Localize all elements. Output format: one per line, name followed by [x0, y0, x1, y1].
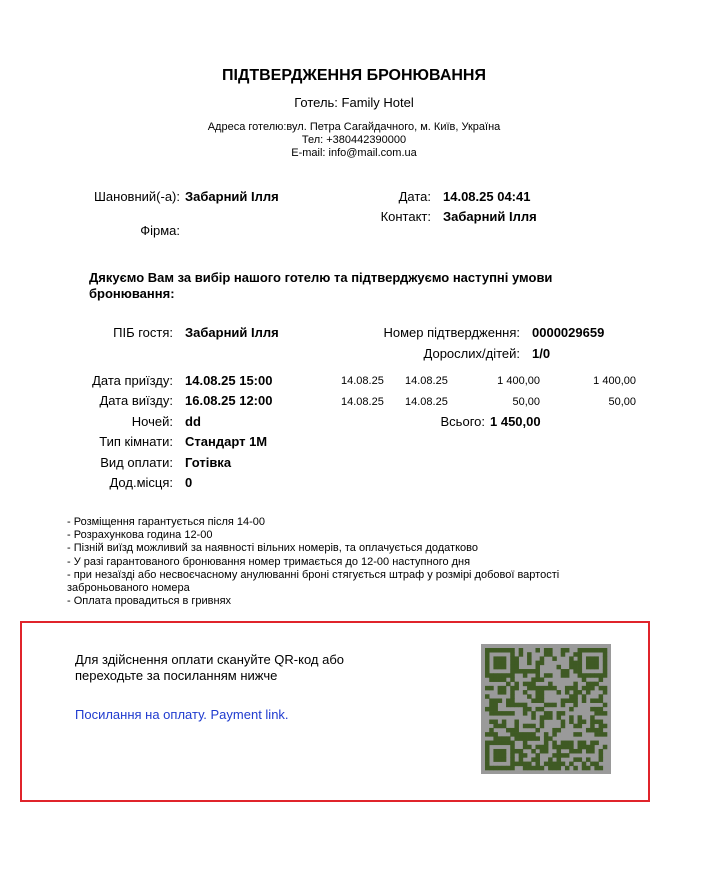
payment-link[interactable]: Посилання на оплату. Payment link.: [75, 707, 289, 722]
note-item: - Розрахункова година 12-00: [67, 529, 213, 542]
note-item: - Пізній виїзд можливий за наявності вільних номерів, та оплачується додатково: [67, 542, 478, 555]
charge-price: 1 400,00: [497, 375, 540, 387]
arrival-value: 14.08.25 15:00: [185, 373, 273, 388]
nights-label: Ночей:: [131, 414, 173, 429]
adults-label: Дорослих/дітей:: [423, 346, 520, 361]
document-title: ПІДТВЕРДЖЕННЯ БРОНЮВАННЯ: [222, 67, 486, 84]
adults-value: 1/0: [532, 346, 551, 361]
note-item: - Оплата провадиться в гривнях: [67, 595, 232, 608]
salutation-label: Шановний(-а):: [94, 189, 180, 204]
charge-to-date: 14.08.25: [405, 375, 448, 387]
terms-notes: [67, 516, 607, 608]
confirmation-label: Номер підтвердження:: [383, 325, 520, 340]
hotel-address: Адреса готелю:вул. Петра Сагайдачного, м. Київ, Україна: [207, 121, 501, 133]
nights-value: dd: [185, 414, 201, 429]
hotel-email: E-mail: info@mail.com.ua: [291, 147, 417, 159]
confirmation-number: 0000029659: [532, 325, 605, 340]
contact-label: Контакт:: [380, 209, 431, 224]
arrival-label: Дата приїзду:: [92, 373, 173, 388]
contact-value: Забарний Ілля: [443, 209, 537, 224]
departure-value: 16.08.25 12:00: [185, 393, 273, 408]
payment-type-value: Готівка: [185, 455, 232, 470]
note-item: - Розміщення гарантується після 14-00: [67, 516, 266, 528]
extra-beds-label: Дод.місця:: [109, 475, 173, 490]
payment-instruction: Для здійснення оплати скануйте QR-код або переходьте за посиланням нижче: [75, 652, 345, 683]
total-label: Всього:: [440, 414, 485, 429]
charge-from-date: 14.08.25: [341, 396, 384, 408]
guest-value: Забарний Ілля: [185, 325, 279, 340]
guest-label: ПІБ гостя:: [113, 325, 173, 340]
qr-code-icon[interactable]: [481, 644, 611, 774]
charge-from-date: 14.08.25: [341, 375, 384, 387]
hotel-name: Готель: Family Hotel: [294, 95, 414, 110]
date-value: 14.08.25 04:41: [443, 189, 531, 204]
room-type-value: Стандарт 1М: [185, 434, 268, 449]
charge-to-date: 14.08.25: [405, 396, 448, 408]
date-label: Дата:: [398, 189, 431, 204]
hotel-phone: Тел: +380442390000: [301, 134, 407, 146]
charge-amount: 50,00: [608, 396, 636, 408]
firm-label: Фірма:: [140, 223, 180, 238]
qr-code-icon: [481, 644, 611, 774]
extra-beds-value: 0: [185, 475, 193, 490]
room-type-label: Тип кімнати:: [99, 434, 173, 449]
total-value: 1 450,00: [490, 414, 541, 429]
charge-amount: 1 400,00: [593, 375, 636, 387]
note-item: - при незаїзді або несвоєчасному анулюванні броні стягується штраф у розмірі добової вартості заброньованого номера: [67, 568, 560, 595]
salutation-value: Забарний Ілля: [185, 189, 279, 204]
charge-price: 50,00: [512, 396, 540, 408]
note-item: - У разі гарантованого бронювання номер тримається до 12-00 наступного дня: [67, 555, 471, 568]
thanks-message: Дякуємо Вам за вибір нашого готелю та підтверджуємо наступні умови бронювання:: [89, 270, 553, 301]
departure-label: Дата виїзду:: [99, 393, 173, 408]
payment-type-label: Вид оплати:: [100, 455, 173, 470]
